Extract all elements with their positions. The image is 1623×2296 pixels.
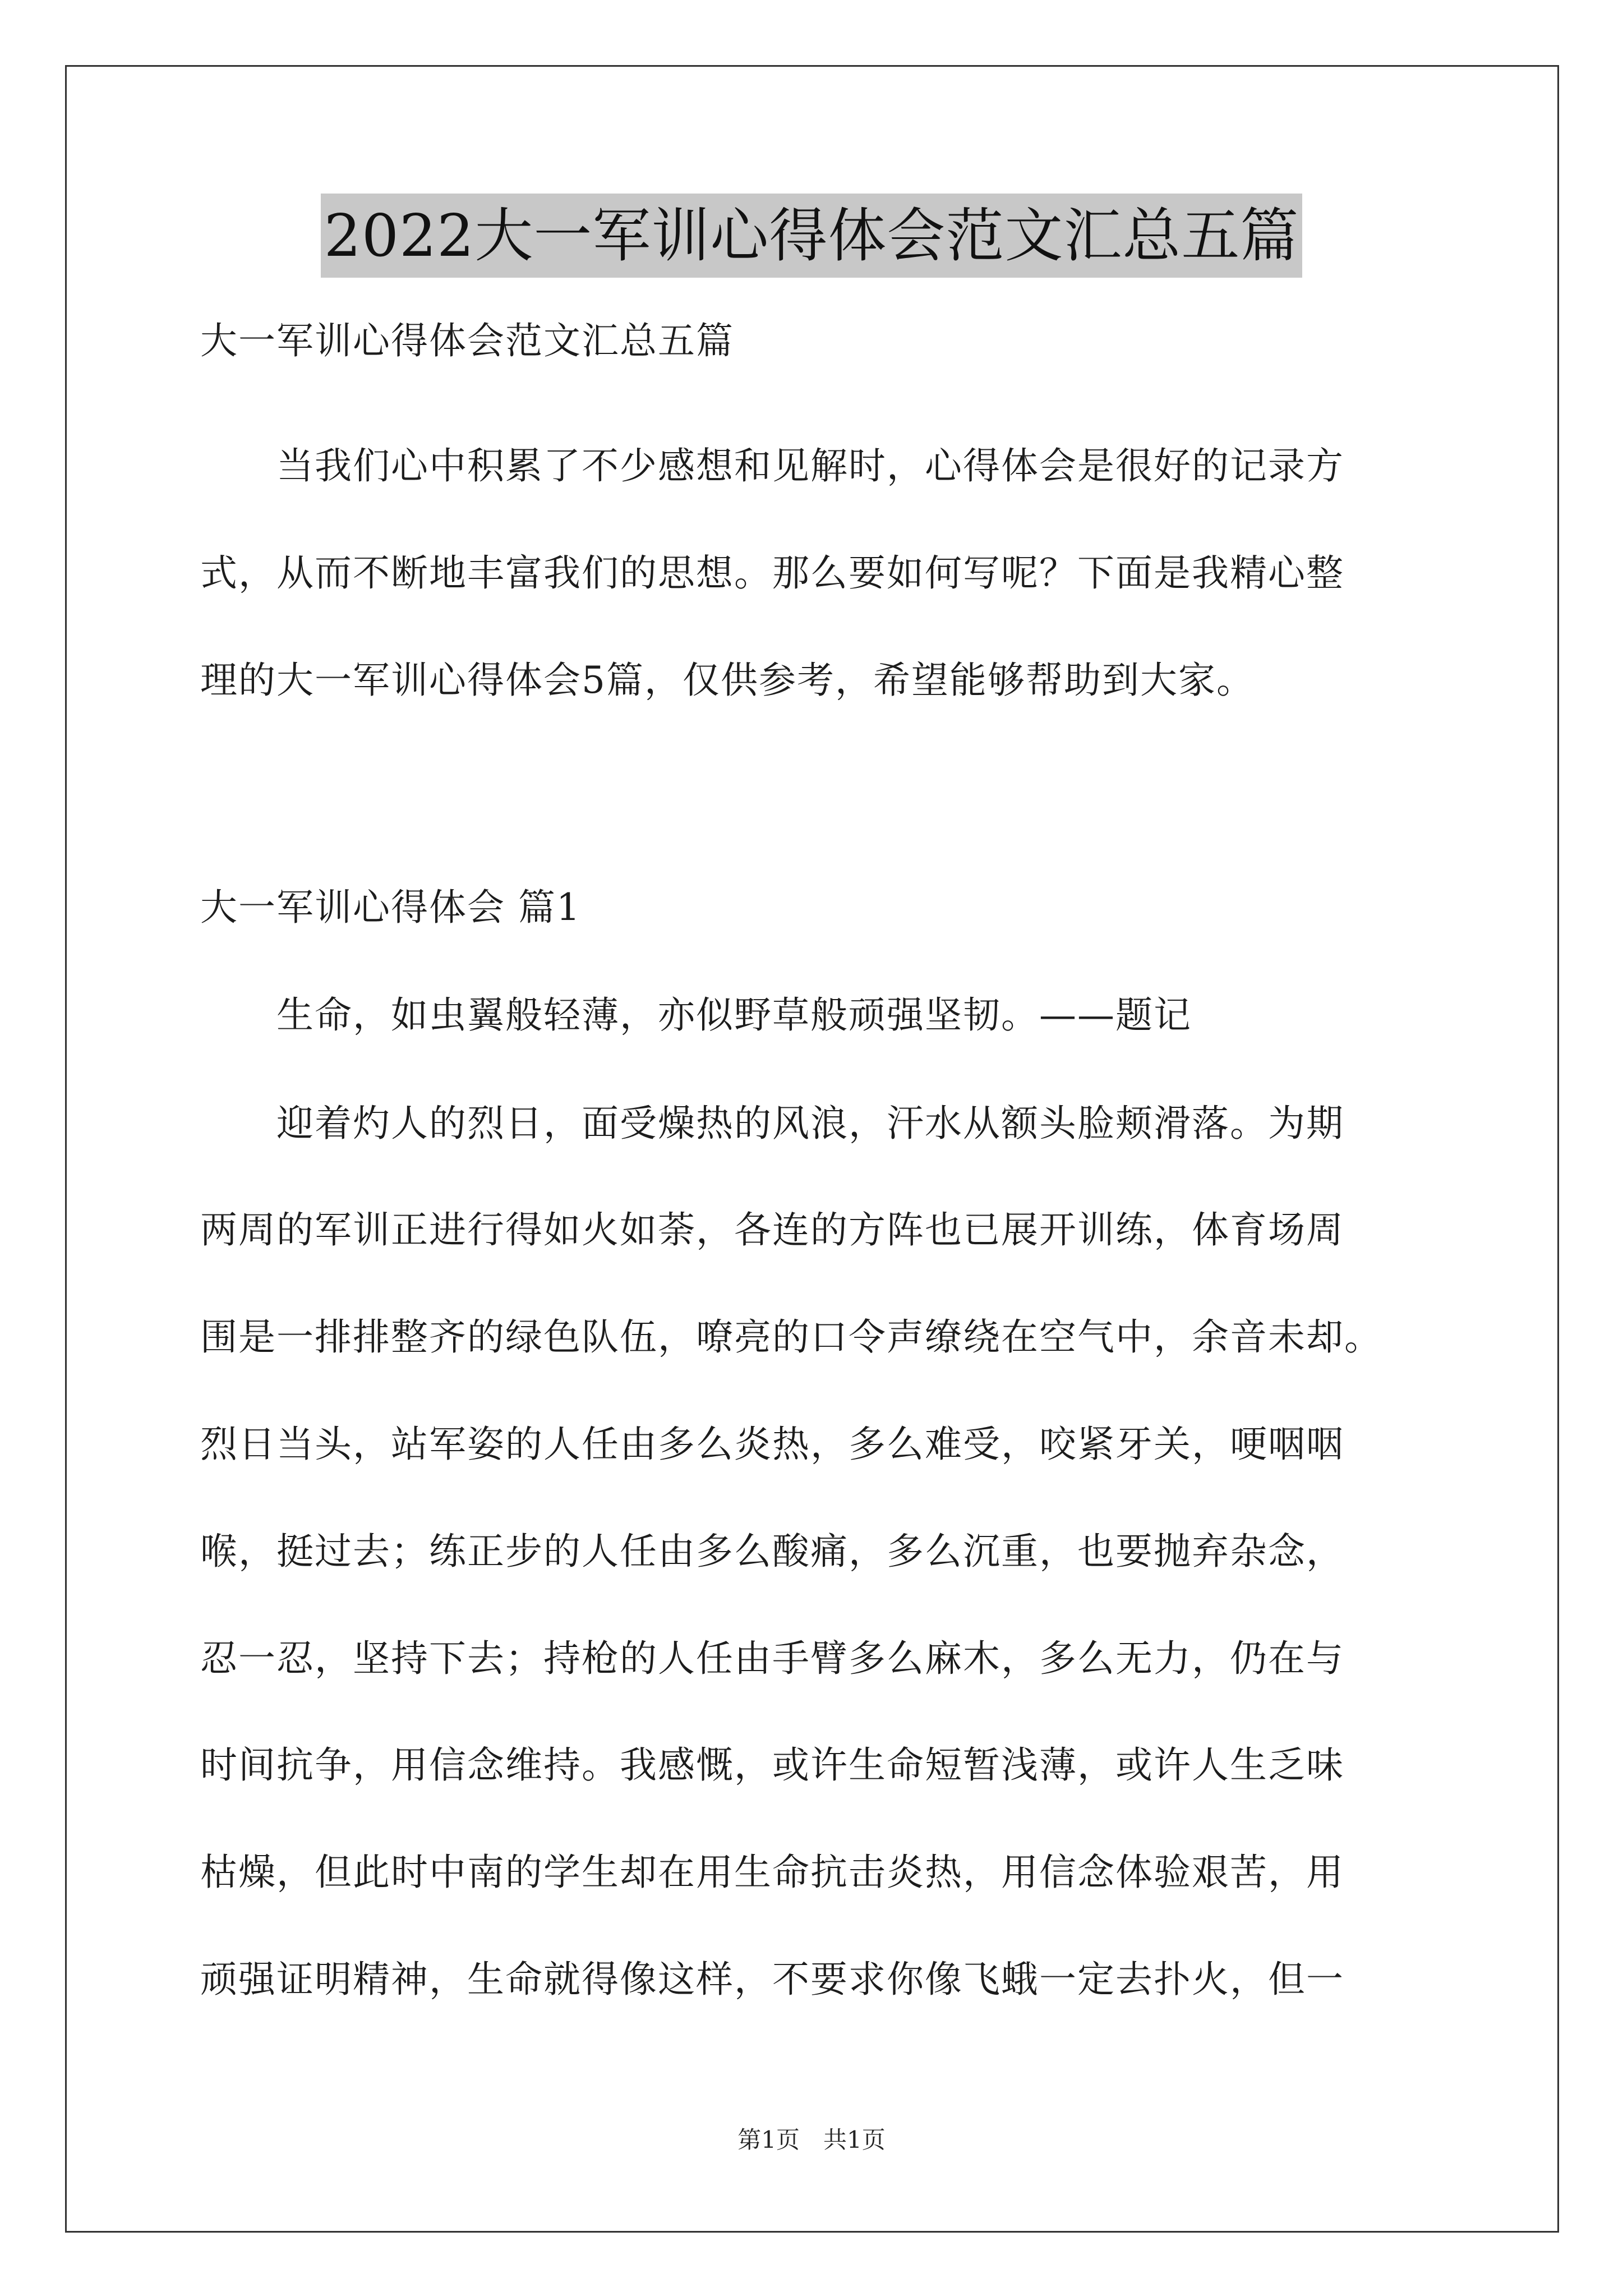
body-line: 忍一忍，坚持下去；持枪的人任由手臂多么麻木，多么无力，仍在与 bbox=[200, 1637, 1344, 1680]
intro-line: 当我们心中积累了不少感想和见解时，心得体会是很好的记录方 bbox=[200, 444, 1344, 487]
body-line: 枯燥，但此时中南的学生却在用生命抗击炎热，用信念体验艰苦，用 bbox=[200, 1851, 1344, 1894]
intro-line: 理的大一军训心得体会5篇，仅供参考，希望能够帮助到大家。 bbox=[200, 659, 1255, 702]
body-line: 迎着灼人的烈日，面受燥热的风浪，汗水从额头脸颊滑落。为期 bbox=[200, 1102, 1344, 1145]
body-line: 两周的军训正进行得如火如荼，各连的方阵也已展开训练，体育场周 bbox=[200, 1208, 1344, 1251]
subtitle: 大一军训心得体会范文汇总五篇 bbox=[200, 319, 734, 362]
body-line: 顽强证明精神，生命就得像这样，不要求你像飞蛾一定去扑火，但一 bbox=[200, 1958, 1344, 2001]
document-title: 2022大一军训心得体会范文汇总五篇 bbox=[321, 194, 1303, 278]
body-line: 喉，挺过去；练正步的人任由多么酸痛，多么沉重，也要抛弃杂念， bbox=[200, 1530, 1344, 1573]
intro-line: 式，从而不断地丰富我们的思想。那么要如何写呢？下面是我精心整 bbox=[200, 551, 1344, 595]
page-footer: 第1页 共1页 bbox=[737, 2126, 886, 2154]
title-container bbox=[0, 194, 1623, 278]
body-line: 围是一排排整齐的绿色队伍，嘹亮的口令声缭绕在空气中，余音未却。 bbox=[200, 1315, 1382, 1359]
body-line: 烈日当头，站军姿的人任由多么炎热，多么难受，咬紧牙关，哽咽咽 bbox=[200, 1423, 1344, 1466]
body-line: 时间抗争，用信念维持。我感慨，或许生命短暂浅薄，或许人生乏味 bbox=[200, 1743, 1344, 1787]
epigraph: 生命，如虫翼般轻薄，亦似野草般顽强坚韧。——题记 bbox=[200, 993, 1192, 1037]
section-heading: 大一军训心得体会 篇1 bbox=[200, 886, 581, 929]
